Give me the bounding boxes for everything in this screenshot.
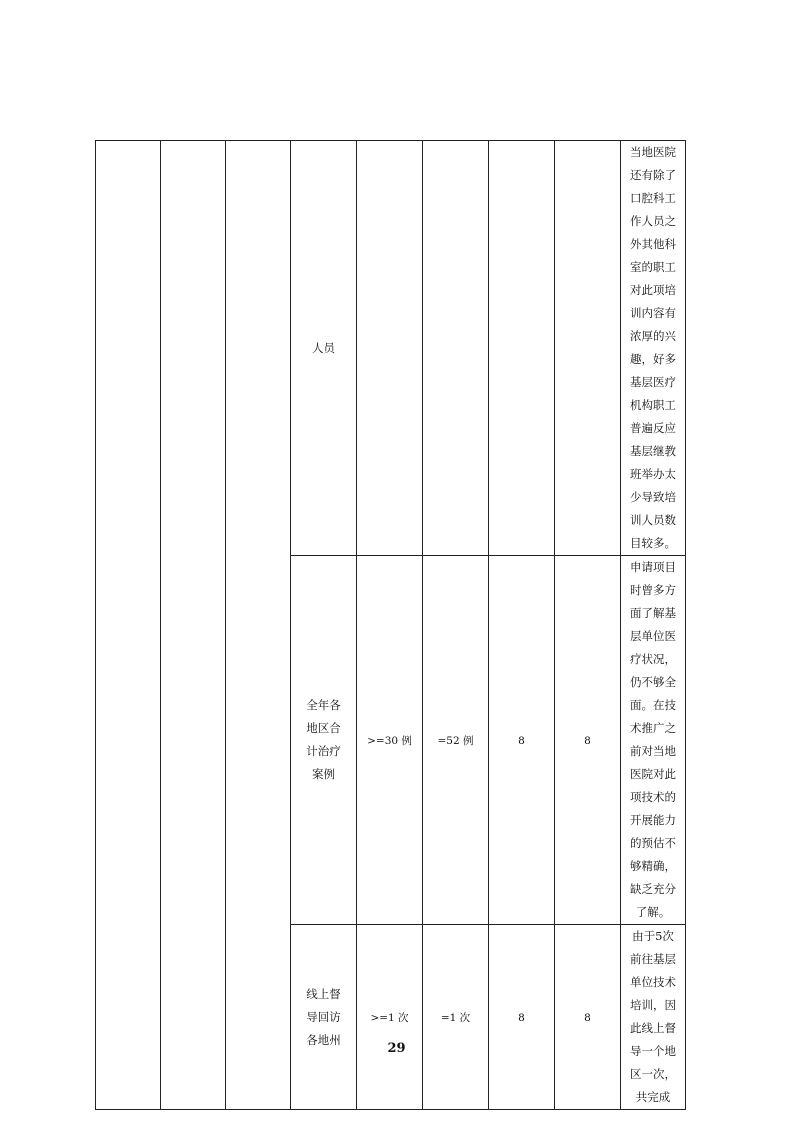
score-value: 8 [584,1011,591,1024]
actual-cell [423,556,489,925]
weight-cell [489,556,555,925]
category-level2-cell [161,141,226,1110]
weight-cell [489,141,555,556]
actual-cell [423,141,489,556]
target-cell [357,141,423,556]
actual-value: =1 次 [440,1011,471,1024]
score-cell [555,556,621,925]
target-cell [357,556,423,925]
actual-cell [423,925,489,1110]
weight-value: 8 [518,1011,525,1024]
indicator-text: 全年各地区合计治疗案例 [306,698,341,781]
note-cell [621,556,686,925]
indicator-cell [291,141,357,556]
score-cell [555,141,621,556]
actual-value: =52 例 [437,734,474,747]
note-text: 由于5次前往基层单位技术培训，因此线上督导一个地区一次，共完成 [630,929,676,1104]
table-row [96,141,686,556]
score-cell [555,925,621,1110]
performance-table [95,140,686,1110]
note-cell [621,925,686,1110]
indicator-text: 线上督导回访各地州 [306,986,341,1047]
note-cell [621,141,686,556]
note-text: 当地医院还有除了口腔科工作人员之外其他科室的职工对此项培训内容有浓厚的兴趣，好多基层医疗机构职工普遍反应基层继教班举办太少导致培训人员数目较多。 [630,145,676,550]
score-value: 8 [584,734,591,747]
note-text: 申请项目时曾多方面了解基层单位医疗状况，仍不够全面。在技术推广之前对当地医院对此项技术的开展能力的预估不够精确，缺乏充分了解。 [630,560,676,919]
category-level3-cell [226,141,291,1110]
weight-value: 8 [518,734,525,747]
indicator-cell [291,925,357,1110]
weight-cell [489,925,555,1110]
indicator-cell [291,556,357,925]
category-level1-cell [96,141,161,1110]
target-value: >=1 次 [370,1011,409,1024]
indicator-text: 人员 [312,340,335,355]
target-cell [357,925,423,1110]
page-number: 29 [387,1041,406,1056]
target-value: >=30 例 [367,734,412,747]
